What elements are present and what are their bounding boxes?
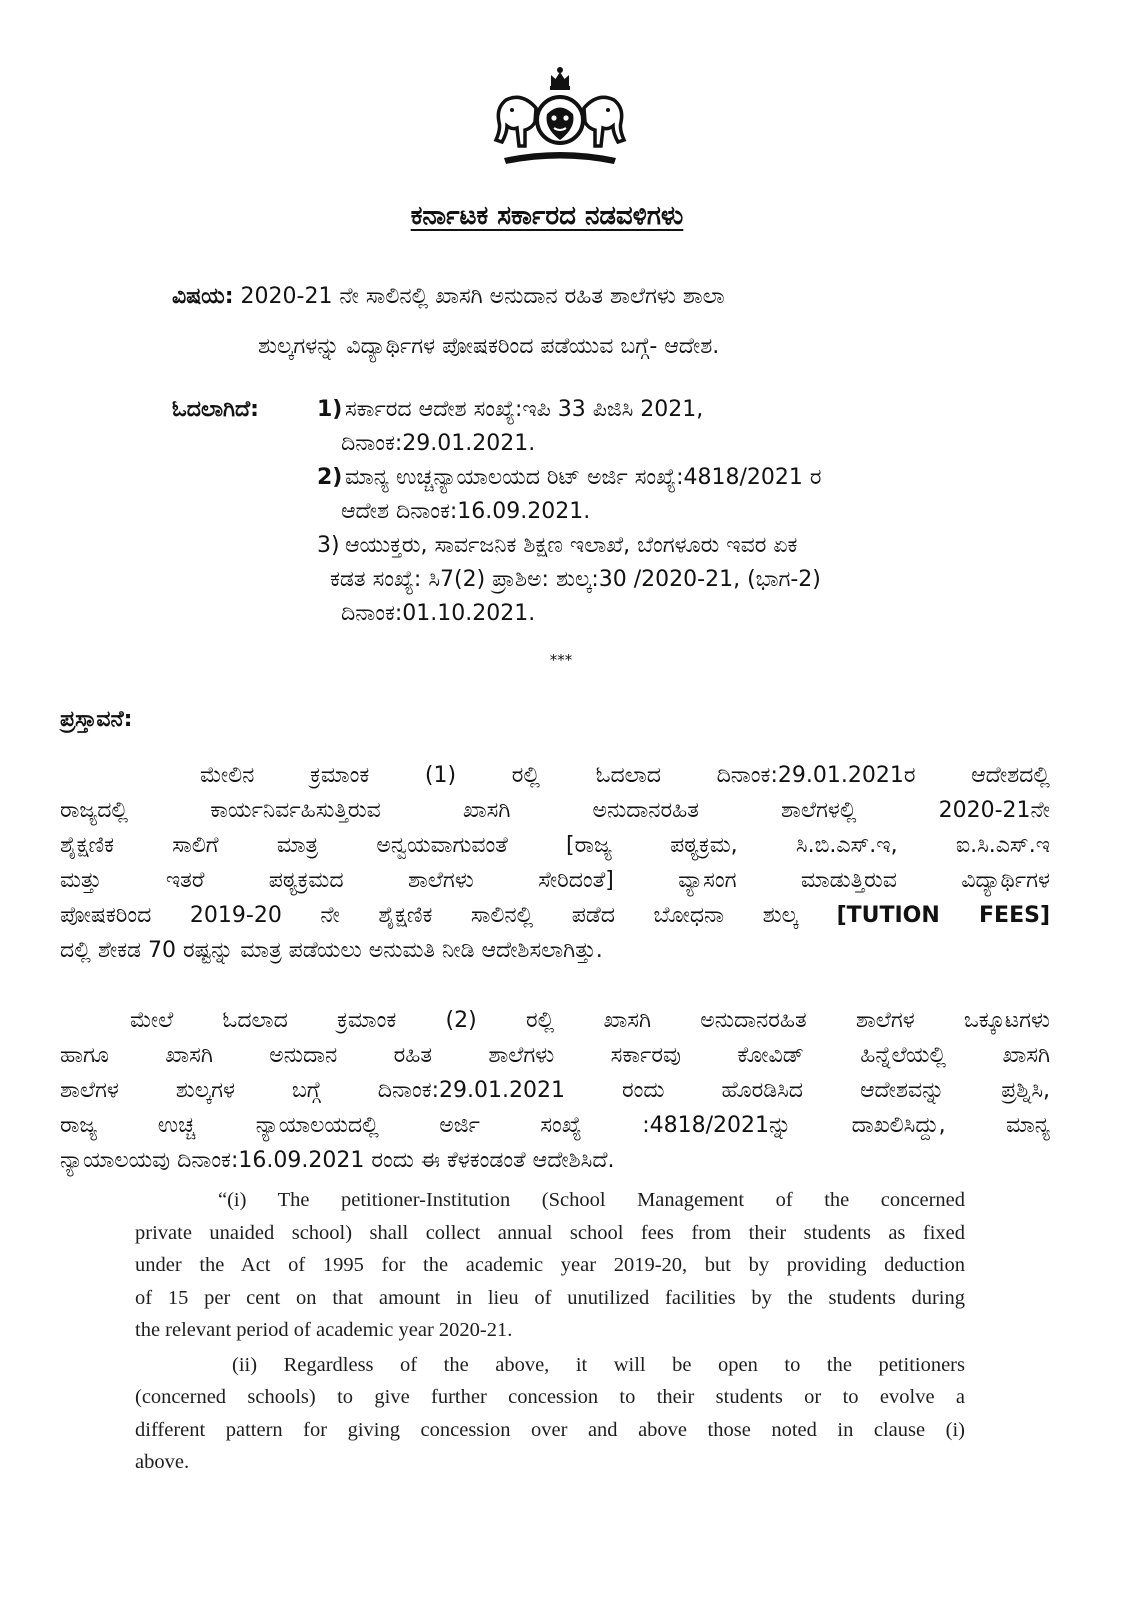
reference-line bbox=[317, 461, 1052, 495]
reference-line: ದಿನಾಂಕ:01.10.2021. bbox=[341, 601, 536, 626]
reference-number: 2) bbox=[317, 465, 343, 490]
paragraph-line: ಮೇಲೆ ಓದಲಾದ ಕ್ರಮಾಂಕ (2) ರಲ್ಲಿ ಖಾಸಗಿ ಅನುದಾನರಹಿತ ಶಾಲೆಗಳ ಒಕ್ಕೂಟಗಳು bbox=[130, 1008, 1050, 1033]
clause-line: of 15 per cent on that amount in lieu of unutilized facilities by the students during bbox=[135, 1286, 965, 1309]
emblem-scroll bbox=[504, 152, 616, 164]
paragraph-line: ಹಾಗೂ ಖಾಸಗಿ ಅನುದಾನ ರಹಿತ ಶಾಲೆಗಳು ಸರ್ಕಾರವು ಕೋವಿಡ್ ಹಿನ್ನೆಲೆಯಲ್ಲಿ ಖಾಸಗಿ bbox=[60, 1043, 1050, 1068]
emblem-elephant-left bbox=[496, 97, 536, 146]
reference-line bbox=[317, 529, 1052, 563]
clause-line: above. bbox=[135, 1451, 190, 1473]
paragraph-line: ಶಾಲೆಗಳ ಶುಲ್ಕಗಳ ಬಗ್ಗೆ ದಿನಾಂಕ:29.01.2021 ರಂದು ಹೊರಡಿಸಿದ ಆದೇಶವನ್ನು ಪ್ರಶ್ನಿಸಿ, bbox=[60, 1078, 1050, 1103]
clause-line: the relevant period of academic year 2020-21. bbox=[135, 1319, 513, 1341]
reference-item-2 bbox=[317, 461, 1052, 529]
paragraph-line: ದಲ್ಲಿ ಶೇಕಡ 70 ರಷ್ಟನ್ನು ಮಾತ್ರ ಪಡೆಯಲು ಅನುಮತಿ ನೀಡಿ ಆದೇಶಿಸಲಾಗಿತ್ತು. bbox=[60, 938, 603, 963]
reference-number: 1) bbox=[317, 397, 343, 422]
emblem-area bbox=[0, 0, 1132, 168]
reference-text: ಸರ್ಕಾರದ ಆದೇಶ ಸಂಖ್ಯೆ:ಇಪಿ 33 ಪಿಜಿಸಿ 2021, bbox=[345, 397, 704, 422]
section-separator: *** bbox=[549, 651, 573, 669]
reference-text: ಮಾನ್ಯ ಉಚ್ಚನ್ಯಾಯಾಲಯದ ರಿಟ್ ಅರ್ಜಿ ಸಂಖ್ಯೆ:4818/2021 ರ bbox=[345, 465, 822, 490]
paragraph-line: ಶೈಕ್ಷಣಿಕ ಸಾಲಿಗೆ ಮಾತ್ರ ಅನ್ವಯವಾಗುವಂತೆ [ರಾಜ್ಯ ಪಠ್ಯಕ್ರಮ, ಸಿ.ಬಿ.ಎಸ್.ಇ, ಐ.ಸಿ.ಎಸ್.ಇ bbox=[60, 833, 1050, 858]
court-order-clause-2 bbox=[135, 1349, 965, 1479]
paragraph-line: ರಾಜ್ಯ ಉಚ್ಚ ನ್ಯಾಯಾಲಯದಲ್ಲಿ ಅರ್ಜಿ ಸಂಖ್ಯೆ :4818/2021ನ್ನು ದಾಖಲಿಸಿದ್ದು, ಮಾನ್ಯ bbox=[60, 1113, 1050, 1138]
subject-block bbox=[172, 272, 992, 372]
karnataka-emblem bbox=[490, 66, 630, 168]
preamble-heading: ಪ್ರಸ್ತಾವನೆ: bbox=[60, 707, 133, 732]
emblem-lion bbox=[537, 97, 583, 143]
document-title bbox=[0, 198, 1132, 234]
preamble-paragraph-2 bbox=[60, 1003, 1050, 1178]
reference-number: 3) bbox=[317, 533, 340, 558]
reference-line: ದಿನಾಂಕ:29.01.2021. bbox=[341, 431, 536, 456]
clause-line: (concerned schools) to give further concession to their students or to evolve a bbox=[135, 1386, 965, 1408]
paragraph-line-text: ಪೋಷಕರಿಂದ 2019-20 ನೇ ಶೈಕ್ಷಣಿಕ ಸಾಲಿನಲ್ಲಿ ಪಡೆದ ಬೋಧನಾ ಶುಲ್ಕ bbox=[60, 903, 798, 928]
reference-item-3 bbox=[317, 529, 1052, 631]
paragraph-line: ಮೇಲಿನ ಕ್ರಮಾಂಕ (1) ರಲ್ಲಿ ಓದಲಾದ ದಿನಾಂಕ:29.01.2021ರ ಆದೇಶದಲ್ಲಿ bbox=[200, 763, 1050, 788]
emblem-elephant-right bbox=[584, 97, 624, 146]
reference-line: ಕಡತ ಸಂಖ್ಯೆ: ಸಿ7(2) ಪ್ರಾಶಿಅ: ಶುಲ್ಕ:30 /2020-21, (ಭಾಗ-2) bbox=[330, 567, 821, 592]
clause-line: under the Act of 1995 for the academic year 2019-20, but by providing deduction bbox=[135, 1254, 965, 1276]
court-order-clause-1 bbox=[135, 1184, 965, 1347]
references-block bbox=[0, 393, 1132, 631]
subject-label: ವಿಷಯ: bbox=[172, 284, 234, 309]
reference-item-1 bbox=[317, 393, 1052, 461]
tuition-fees-emphasis: [TUTION FEES] bbox=[836, 903, 1050, 928]
references-list bbox=[317, 393, 1052, 631]
document-title-text: ಕರ್ನಾಟಕ ಸರ್ಕಾರದ ನಡವಳಿಗಳು bbox=[410, 201, 684, 231]
reference-text: ಆಯುಕ್ತರು, ಸಾರ್ವಜನಿಕ ಶಿಕ್ಷಣ ಇಲಾಖೆ, ಬೆಂಗಳೂರು ಇವರ ಏಕ bbox=[345, 533, 798, 558]
subject-line: ಶುಲ್ಕಗಳನ್ನು ವಿದ್ಯಾರ್ಥಿಗಳ ಪೋಷಕರಿಂದ ಪಡೆಯುವ ಬಗ್ಗೆ- ಆದೇಶ. bbox=[258, 334, 720, 359]
reference-line bbox=[317, 393, 1052, 427]
paragraph-line: ಮತ್ತು ಇತರೆ ಪಠ್ಯಕ್ರಮದ ಶಾಲೆಗಳು ಸೇರಿದಂತೆ] ವ್ಯಾಸಂಗ ಮಾಡುತ್ತಿರುವ ವಿದ್ಯಾರ್ಥಿಗಳ bbox=[60, 868, 1050, 893]
clause-line: (ii) Regardless of the above, it will be open to the petitioners bbox=[232, 1353, 965, 1376]
clause-line: private unaided school) shall collect annual school fees from their students as fixed bbox=[135, 1221, 965, 1244]
emblem-crown bbox=[550, 67, 570, 90]
clause-line: “(i) The petitioner-Institution (School Management of the concerned bbox=[218, 1189, 965, 1211]
clause-line: different pattern for giving concession over and above those noted in clause (i) bbox=[135, 1418, 965, 1441]
references-label: ಓದಲಾಗಿದೆ: bbox=[172, 397, 259, 422]
preamble-paragraph-1 bbox=[60, 758, 1050, 968]
subject-line bbox=[172, 272, 992, 322]
paragraph-line: ರಾಜ್ಯದಲ್ಲಿ ಕಾರ್ಯನಿರ್ವಹಿಸುತ್ತಿರುವ ಖಾಸಗಿ ಅನುದಾನರಹಿತ ಶಾಲೆಗಳಲ್ಲಿ 2020-21ನೇ bbox=[60, 798, 1050, 823]
reference-line: ಆದೇಶ ದಿನಾಂಕ:16.09.2021. bbox=[341, 499, 591, 524]
paragraph-line: ನ್ಯಾಯಾಲಯವು ದಿನಾಂಕ:16.09.2021 ರಂದು ಈ ಕೆಳಕಂಡಂತೆ ಆದೇಶಿಸಿದೆ. bbox=[60, 1148, 615, 1173]
paragraph-line bbox=[60, 898, 1050, 933]
subject-text: 2020-21 ನೇ ಸಾಲಿನಲ್ಲಿ ಖಾಸಗಿ ಅನುದಾನ ರಹಿತ ಶಾಲೆಗಳು ಶಾಲಾ bbox=[240, 284, 725, 309]
